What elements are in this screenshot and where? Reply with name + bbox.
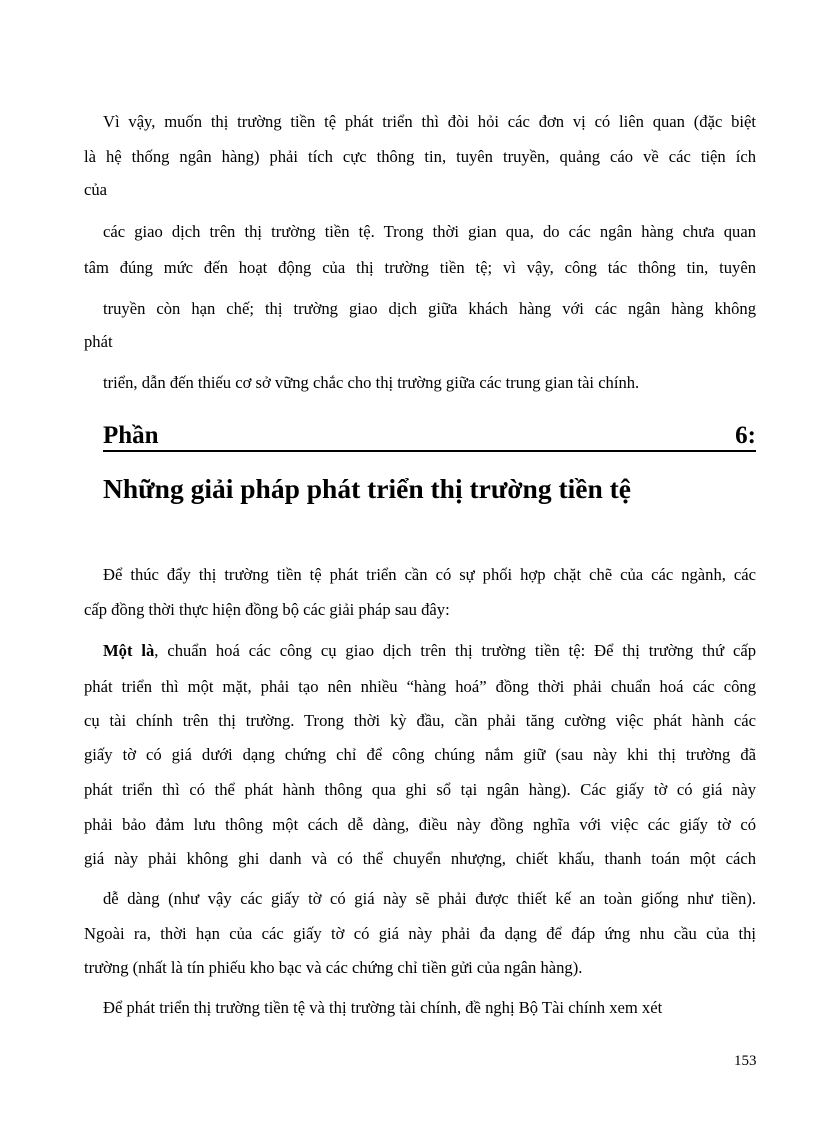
text-line: phát triển thì một mặt, phải tạo nên nhiều “hàng hoá” đồng thời phải chuẩn hoá các công <box>84 677 756 696</box>
section-heading-number: 6: <box>735 422 756 449</box>
text-line: cụ tài chính trên thị trường. Trong thời kỳ đầu, cần phải tăng cường việc phát hành các <box>84 711 756 730</box>
bold-lead: Một là <box>103 641 155 660</box>
text-span: , chuẩn hoá các công cụ giao dịch trên thị trường tiền tệ: Để thị trường thứ cấp <box>154 641 756 660</box>
text-line: truyền còn hạn chế; thị trường giao dịch giữa khách hàng với các ngân hàng không <box>103 299 756 318</box>
section-title: Những giải pháp phát triển thị trường tiền tệ <box>103 473 632 504</box>
section-heading-label: Phần <box>103 422 159 449</box>
text-line: cấp đồng thời thực hiện đồng bộ các giải pháp sau đây: <box>84 600 450 619</box>
text-line: dễ dàng (như vậy các giấy tờ có giá này sẽ phải được thiết kế an toàn giống như tiền). <box>103 889 756 908</box>
text-line: giá này phải không ghi danh và có thể chuyển nhượng, chiết khấu, thanh toán một cách <box>84 849 756 868</box>
text-line <box>103 641 756 661</box>
text-line: Vì vậy, muốn thị trường tiền tệ phát triển thì đòi hỏi các đơn vị có liên quan (đặc biệt <box>103 112 756 131</box>
text-line: Ngoài ra, thời hạn của các giấy tờ có giá này phải đa dạng để đáp ứng nhu cầu của thị <box>84 924 756 943</box>
text-line: các giao dịch trên thị trường tiền tệ. Trong thời gian qua, do các ngân hàng chưa quan <box>103 222 756 241</box>
text-line: giấy tờ có giá dưới dạng chứng chỉ để công chúng nắm giữ (sau này khi thị trường đã <box>84 745 756 764</box>
text-line: trường (nhất là tín phiếu kho bạc và các chứng chỉ tiền gửi của ngân hàng). <box>84 958 583 977</box>
text-line: phát <box>84 332 113 351</box>
text-line: Để phát triển thị trường tiền tệ và thị trường tài chính, đề nghị Bộ Tài chính xem xét <box>103 998 663 1017</box>
section-heading <box>103 420 756 452</box>
text-line: là hệ thống ngân hàng) phải tích cực thông tin, tuyên truyền, quảng cáo về các tiện ích <box>84 147 756 166</box>
text-line: phát triển thì có thể phát hành thông qua ghi sổ tại ngân hàng). Các giấy tờ có giá này <box>84 780 756 799</box>
text-line: tâm đúng mức đến hoạt động của thị trường tiền tệ; vì vậy, công tác thông tin, tuyên <box>84 258 756 277</box>
page-number: 153 <box>734 1053 757 1069</box>
text-line: phải bảo đảm lưu thông một cách dễ dàng, điều này đồng nghĩa với việc các giấy tờ có <box>84 815 756 834</box>
text-line: của <box>84 180 108 199</box>
text-line: triển, dẫn đến thiếu cơ sở vững chắc cho thị trường giữa các trung gian tài chính. <box>103 373 640 392</box>
text-line: Để thúc đẩy thị trường tiền tệ phát triển cần có sự phối hợp chặt chẽ của các ngành, các <box>103 565 756 584</box>
